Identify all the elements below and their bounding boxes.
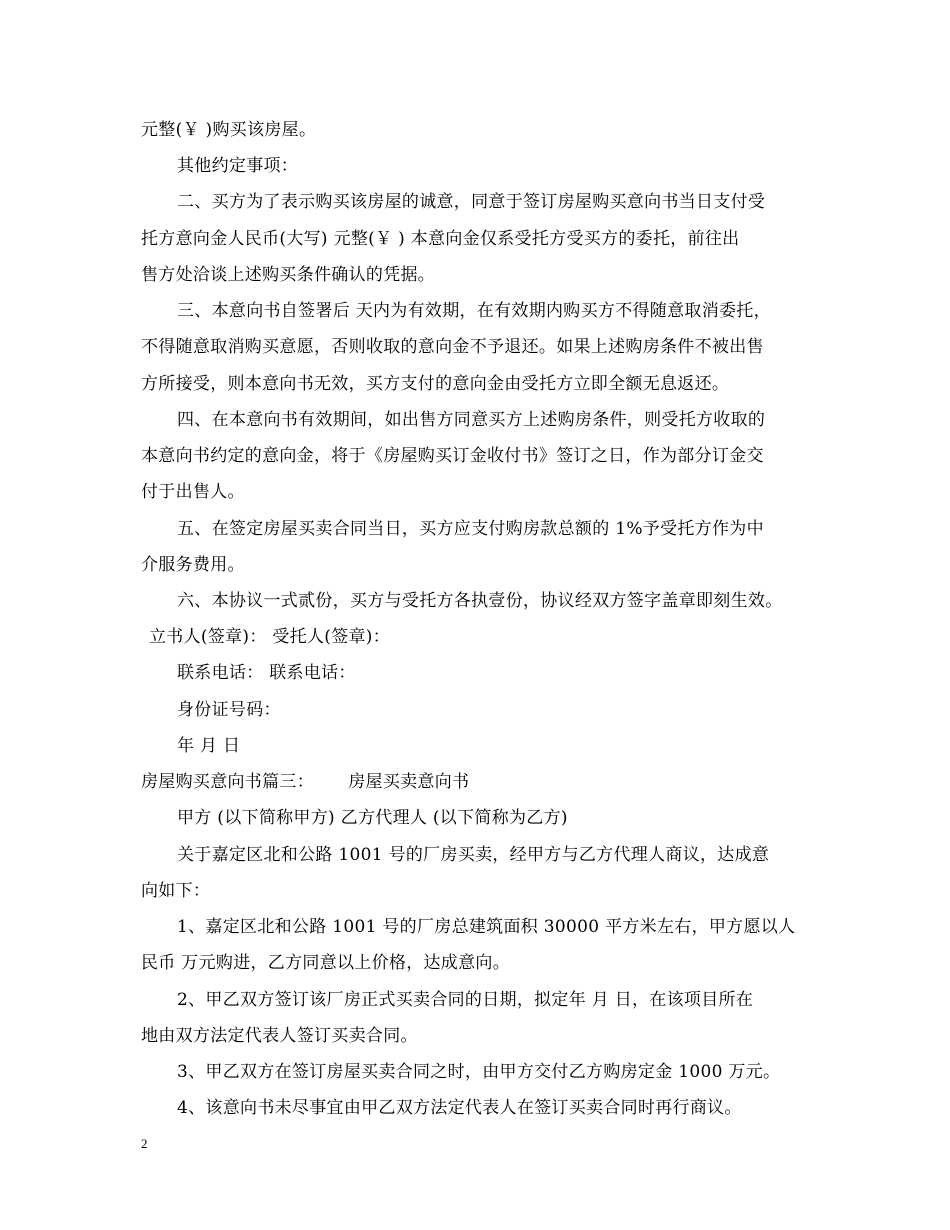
text-line: 关于嘉定区北和公路 1001 号的厂房买卖，经甲方与乙方代理人商议，达成意: [177, 845, 770, 865]
text-line: 民币 万元购进，乙方同意以上价格，达成意向。: [141, 953, 511, 973]
text-line: 五、在签定房屋买卖合同当日，买方应支付购房款总额的 1%予受托方作为中: [177, 519, 764, 539]
text-line: 2、甲乙双方签订该厂房正式买卖合同的日期，拟定年 月 日，在该项目所在: [177, 990, 754, 1010]
text-line: 介服务费用。: [141, 555, 245, 575]
text-line: 3、甲乙双方在签订房屋买卖合同之时，由甲方交付乙方购房定金 1000 万元。: [177, 1062, 781, 1082]
text-line: 地由双方法定代表人签订买卖合同。: [141, 1026, 418, 1046]
text-line: 元整(￥ )购买该房屋。: [141, 120, 317, 140]
page-number: 2: [141, 1136, 148, 1151]
text-line: 不得随意取消购买意愿，否则收取的意向金不予退还。如果上述购房条件不被出售: [141, 337, 764, 357]
text-line: 付于出售人。: [141, 482, 245, 502]
text-line: 年 月 日: [177, 736, 241, 756]
text-line: 四、在本意向书有效期间，如出售方同意买方上述购房条件，则受托方收取的: [177, 410, 766, 430]
text-line: 二、买方为了表示购买该房屋的诚意，同意于签订房屋购买意向书当日支付受: [177, 192, 766, 212]
text-line: 4、该意向书未尽事宜由甲乙双方法定代表人在签订买卖合同时再行商议。: [177, 1098, 742, 1118]
text-line: 1、嘉定区北和公路 1001 号的厂房总建筑面积 30000 平方米左右，甲方愿以人: [177, 917, 796, 937]
text-line: 其他约定事项：: [177, 156, 299, 176]
text-line: 立书人(签章)： 受托人(签章)：: [149, 627, 391, 647]
text-line: 本意向书约定的意向金，将于《房屋购买订金收付书》签订之日，作为部分订金交: [141, 446, 764, 466]
text-line: 六、本协议一式贰份，买方与受托方各执壹份，协议经双方签字盖章即刻生效。: [177, 591, 783, 611]
text-line: 三、本意向书自签署后 天内为有效期，在有效期内购买方不得随意取消委托，: [177, 301, 771, 321]
text-line: 甲方 (以下简称甲方) 乙方代理人 (以下简称为乙方): [177, 808, 568, 828]
text-line: 方所接受，则本意向书无效，买方支付的意向金由受托方立即全额无息返还。: [141, 374, 730, 394]
text-line: 身份证号码：: [177, 700, 281, 720]
section-heading: 房屋购买意向书篇三： 房屋买卖意向书: [141, 772, 470, 792]
text-line: 向如下：: [141, 881, 211, 901]
text-line: 售方处洽谈上述购买条件确认的凭据。: [141, 265, 436, 285]
text-line: 联系电话： 联系电话：: [177, 663, 356, 683]
text-line: 托方意向金人民币(大写) 元整(￥ ) 本意向金仅系受托方受买方的委托，前往出: [141, 229, 740, 249]
